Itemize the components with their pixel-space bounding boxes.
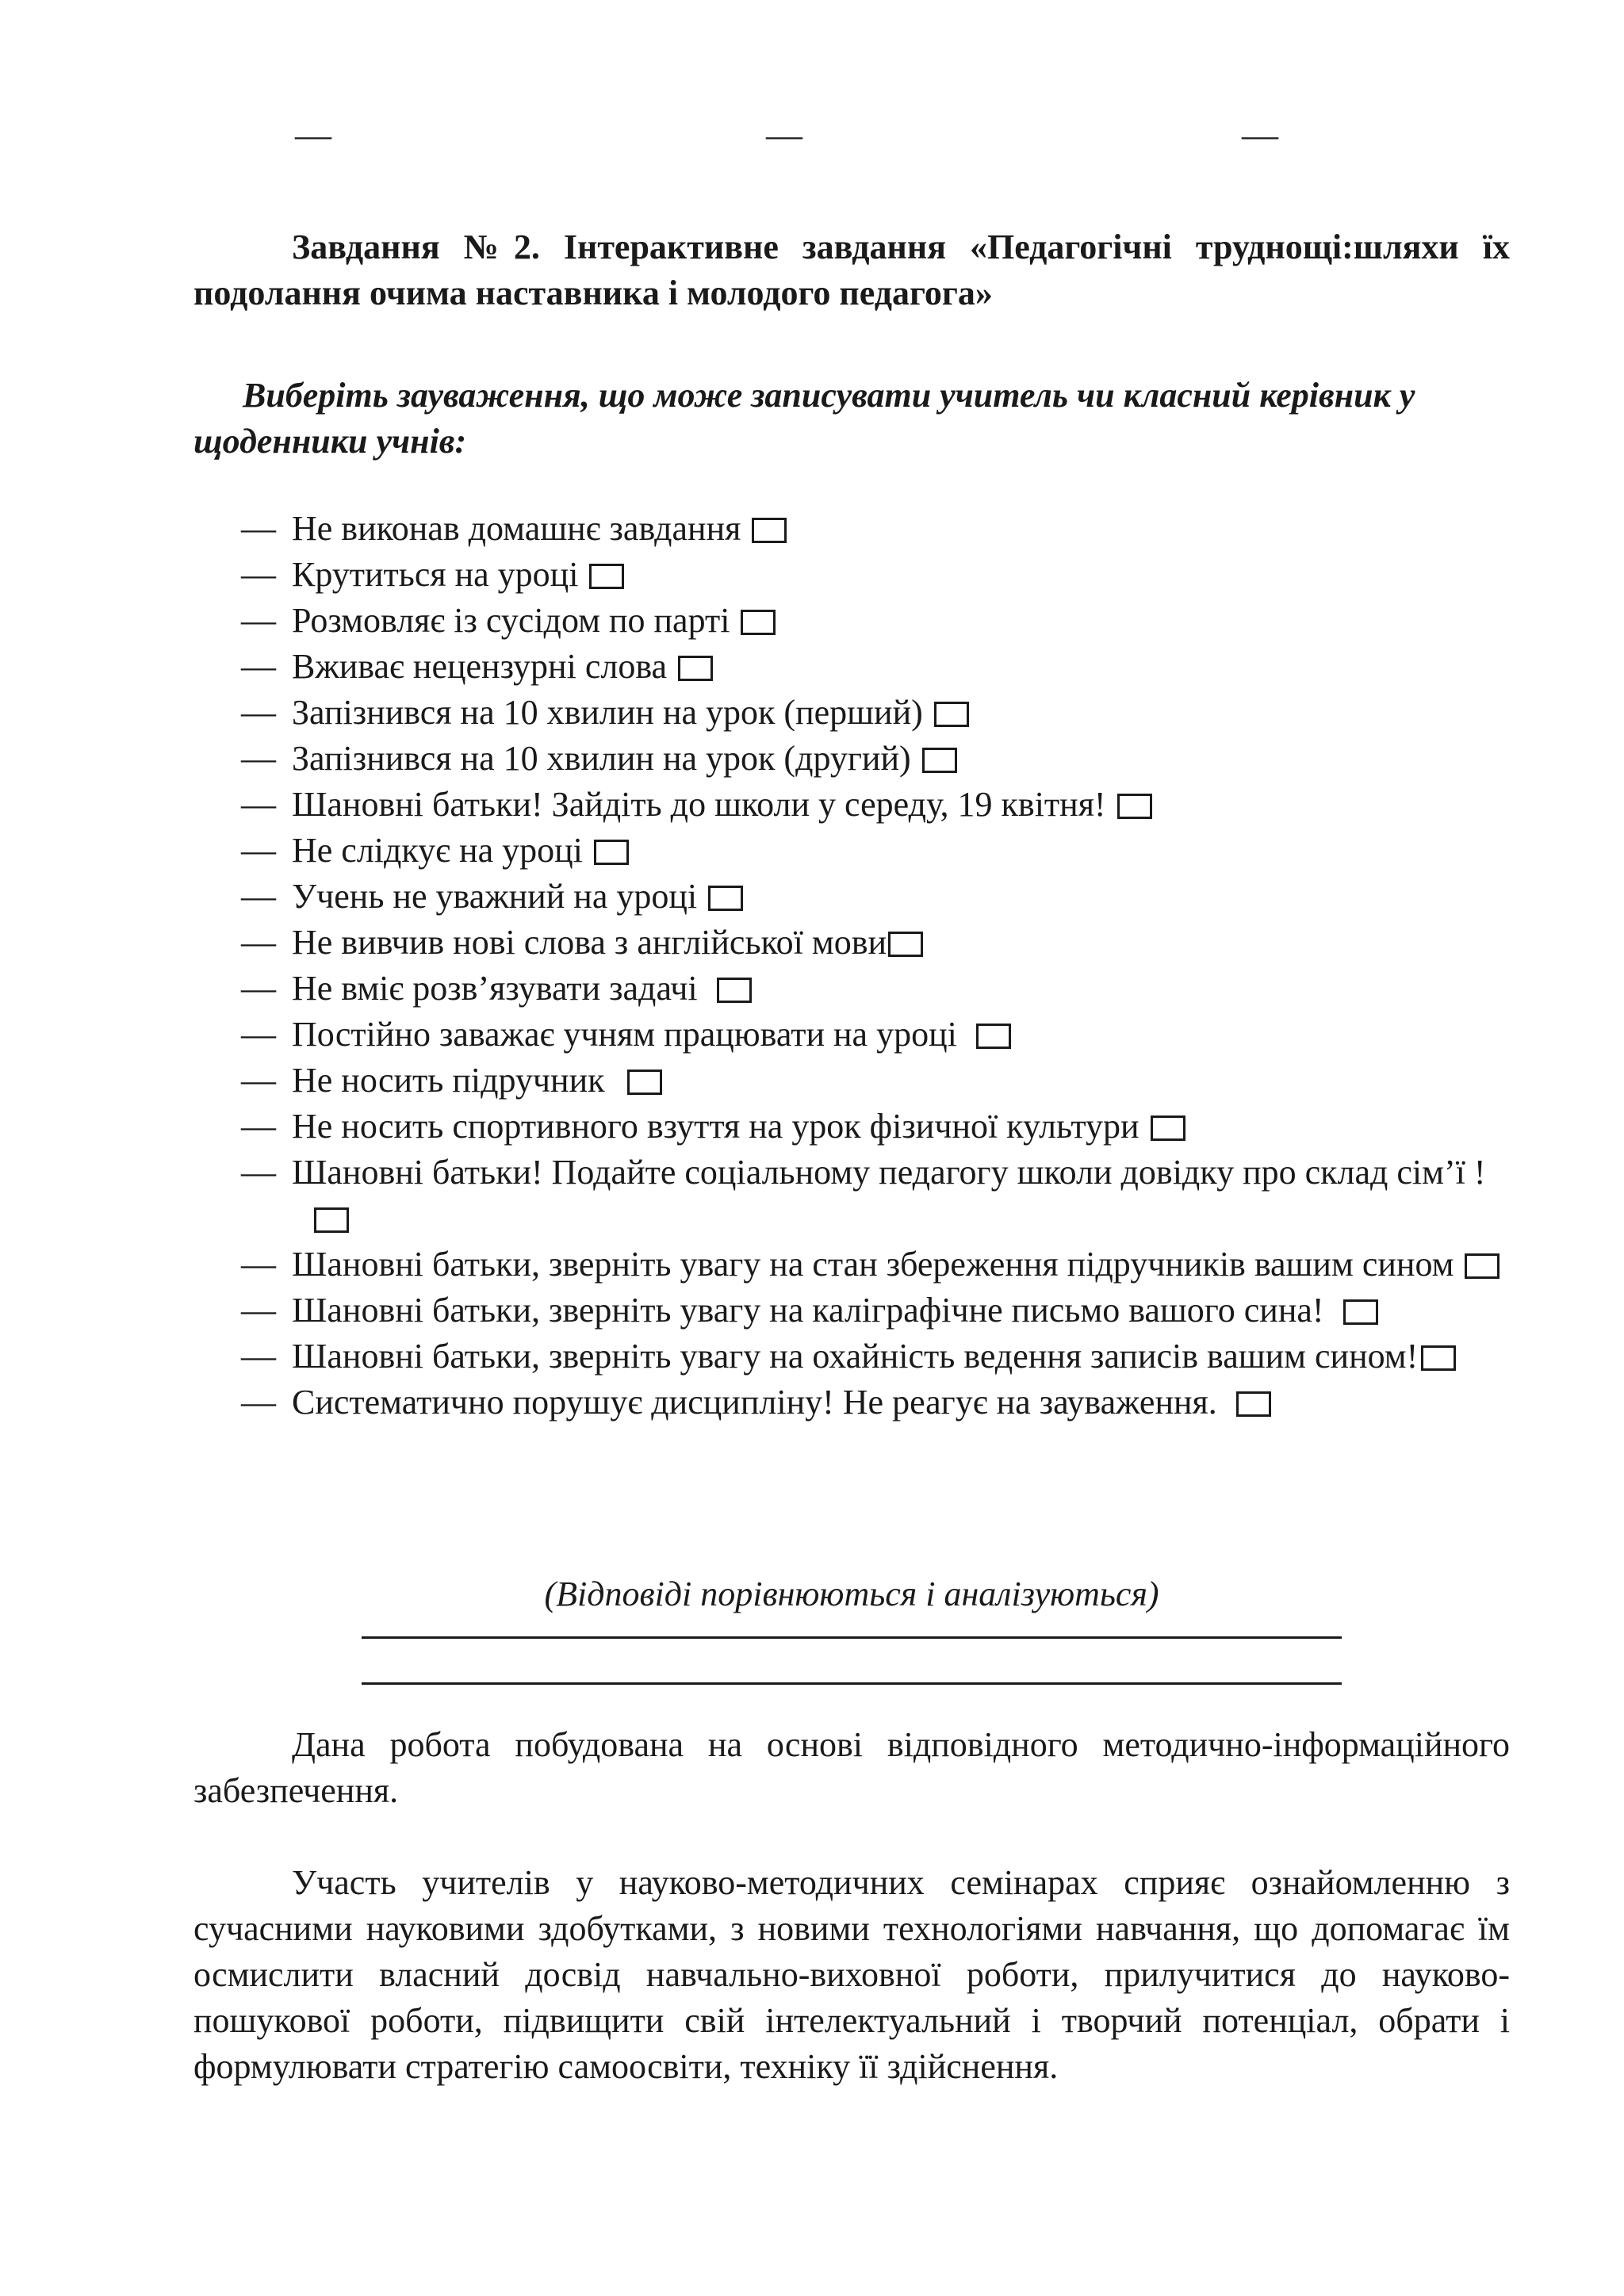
remark-item bbox=[241, 1104, 1526, 1150]
header-dash: — bbox=[295, 114, 331, 155]
checkbox[interactable] bbox=[717, 978, 752, 1003]
remark-item bbox=[241, 874, 1526, 920]
checkbox[interactable] bbox=[922, 748, 957, 773]
dash-marker: — bbox=[241, 601, 276, 640]
remark-item bbox=[241, 1334, 1526, 1380]
checkbox[interactable] bbox=[589, 564, 624, 589]
remark-text: Шановні батьки, зверніть увагу на каліграфічне письмо вашого сина! bbox=[292, 1291, 1324, 1330]
checkbox[interactable] bbox=[594, 840, 629, 865]
remark-text: Не виконав домашнє завдання bbox=[292, 509, 741, 548]
remark-text: Крутиться на уроці bbox=[292, 555, 579, 594]
remark-text: Розмовляє із сусідом по парті bbox=[292, 601, 730, 640]
dash-marker: — bbox=[241, 923, 276, 962]
checkbox[interactable] bbox=[314, 1207, 349, 1233]
checkbox[interactable] bbox=[888, 932, 923, 957]
header-dashes bbox=[0, 114, 1624, 155]
remark-item bbox=[241, 644, 1526, 690]
dash-marker: — bbox=[241, 1291, 276, 1330]
dash-marker: — bbox=[241, 1337, 276, 1376]
checkbox[interactable] bbox=[976, 1024, 1011, 1049]
remark-item bbox=[241, 920, 1526, 966]
remark-item bbox=[241, 598, 1526, 644]
remark-text: Не вміє розв’язувати задачі bbox=[292, 969, 698, 1008]
dash-marker: — bbox=[241, 1015, 276, 1054]
remark-text: Шановні батьки, зверніть увагу на стан збереження підручників вашим сином bbox=[292, 1245, 1454, 1284]
checkbox[interactable] bbox=[1465, 1253, 1500, 1279]
remark-text: Постійно заважає учням працювати на уроці bbox=[292, 1015, 957, 1054]
remark-text: Учень не уважний на уроці bbox=[292, 877, 698, 916]
remark-text: Шановні батьки! Зайдіть до школи у середу, 19 квітня! bbox=[292, 785, 1106, 824]
dash-marker: — bbox=[241, 647, 276, 686]
checkbox[interactable] bbox=[1421, 1345, 1456, 1371]
remark-text: Не слідкує на уроці bbox=[292, 831, 583, 870]
body-paragraph: Дана робота побудована на основі відповідного методично-інформаційного забезпечення. bbox=[193, 1725, 1510, 1810]
dash-marker: — bbox=[241, 1107, 276, 1146]
remark-item bbox=[241, 736, 1526, 782]
remark-text: Вживає нецензурні слова bbox=[292, 647, 668, 686]
remark-text: Шановні батьки! Подайте соціальному педагогу школи довідку про склад сім’ї ! bbox=[292, 1153, 1486, 1192]
checkbox[interactable] bbox=[1236, 1391, 1271, 1417]
remark-item bbox=[241, 1058, 1526, 1104]
remark-item bbox=[241, 506, 1526, 552]
task-instruction: Виберіть зауваження, що може записувати учитель чи класний керівник у щоденники учнів: bbox=[193, 376, 1415, 461]
dash-marker: — bbox=[241, 785, 276, 824]
dash-marker: — bbox=[241, 831, 276, 870]
remarks-list bbox=[241, 506, 1526, 1425]
body-paragraph: Участь учителів у науково-методичних семінарах сприяє ознайомленню з сучасними науковими здобутками, з новими технологіями навчання, що допомагає їм осмислити власний досвід навчально-виховної роботи, прилучитися до науково-пошукової роботи, підвищити свій інтелектуальний і творчий потенціал, обрати і формулювати стратегію самоосвіти, техніку її здійснення. bbox=[193, 1863, 1510, 2086]
remark-item bbox=[241, 690, 1526, 736]
checkbox[interactable] bbox=[627, 1070, 662, 1095]
dash-marker: — bbox=[241, 1383, 276, 1422]
remark-text: Систематично порушує дисципліну! Не реагує на зауваження. bbox=[292, 1383, 1217, 1422]
dash-marker: — bbox=[241, 555, 276, 594]
remark-text: Не вивчив нові слова з англійської мови bbox=[292, 923, 887, 962]
task-title: Завдання №2. Інтерактивне завдання «Педагогічні труднощі:шляхи їх подолання очима наставника і молодого педагога» bbox=[193, 228, 1510, 312]
dash-marker: — bbox=[241, 739, 276, 778]
checkbox[interactable] bbox=[752, 518, 787, 543]
checkbox[interactable] bbox=[1117, 794, 1152, 819]
checkbox[interactable] bbox=[708, 886, 743, 911]
remark-item bbox=[241, 1012, 1526, 1058]
dash-marker: — bbox=[241, 1153, 276, 1192]
remark-item bbox=[241, 1150, 1526, 1242]
dash-marker: — bbox=[241, 969, 276, 1008]
checkbox[interactable] bbox=[678, 656, 713, 681]
checkbox[interactable] bbox=[1343, 1299, 1378, 1325]
checkbox[interactable] bbox=[741, 610, 776, 635]
answer-line[interactable] bbox=[362, 1682, 1342, 1685]
remark-item bbox=[241, 1380, 1526, 1425]
remark-text: Запізнився на 10 хвилин на урок (перший) bbox=[292, 693, 923, 732]
remark-item bbox=[241, 828, 1526, 874]
remark-text: Не носить спортивного взуття на урок фізичної культури bbox=[292, 1107, 1139, 1146]
dash-marker: — bbox=[241, 509, 276, 548]
remark-text: Запізнився на 10 хвилин на урок (другий) bbox=[292, 739, 911, 778]
dash-marker: — bbox=[241, 1245, 276, 1284]
remark-item bbox=[241, 782, 1526, 828]
dash-marker: — bbox=[241, 1061, 276, 1100]
dash-marker: — bbox=[241, 693, 276, 732]
header-dash: — bbox=[1242, 114, 1278, 155]
remark-item bbox=[241, 1288, 1526, 1334]
remark-text: Не носить підручник bbox=[292, 1061, 605, 1100]
remark-item bbox=[241, 1242, 1526, 1288]
checkbox[interactable] bbox=[1151, 1115, 1185, 1141]
checkbox[interactable] bbox=[934, 702, 969, 727]
answer-line[interactable] bbox=[362, 1636, 1342, 1639]
answers-note: (Відповіді порівнюються і аналізуються) bbox=[544, 1575, 1159, 1613]
remark-item bbox=[241, 552, 1526, 598]
dash-marker: — bbox=[241, 877, 276, 916]
header-dash: — bbox=[766, 114, 802, 155]
remark-item bbox=[241, 966, 1526, 1012]
remark-text: Шановні батьки, зверніть увагу на охайність ведення записів вашим сином! bbox=[292, 1337, 1419, 1376]
